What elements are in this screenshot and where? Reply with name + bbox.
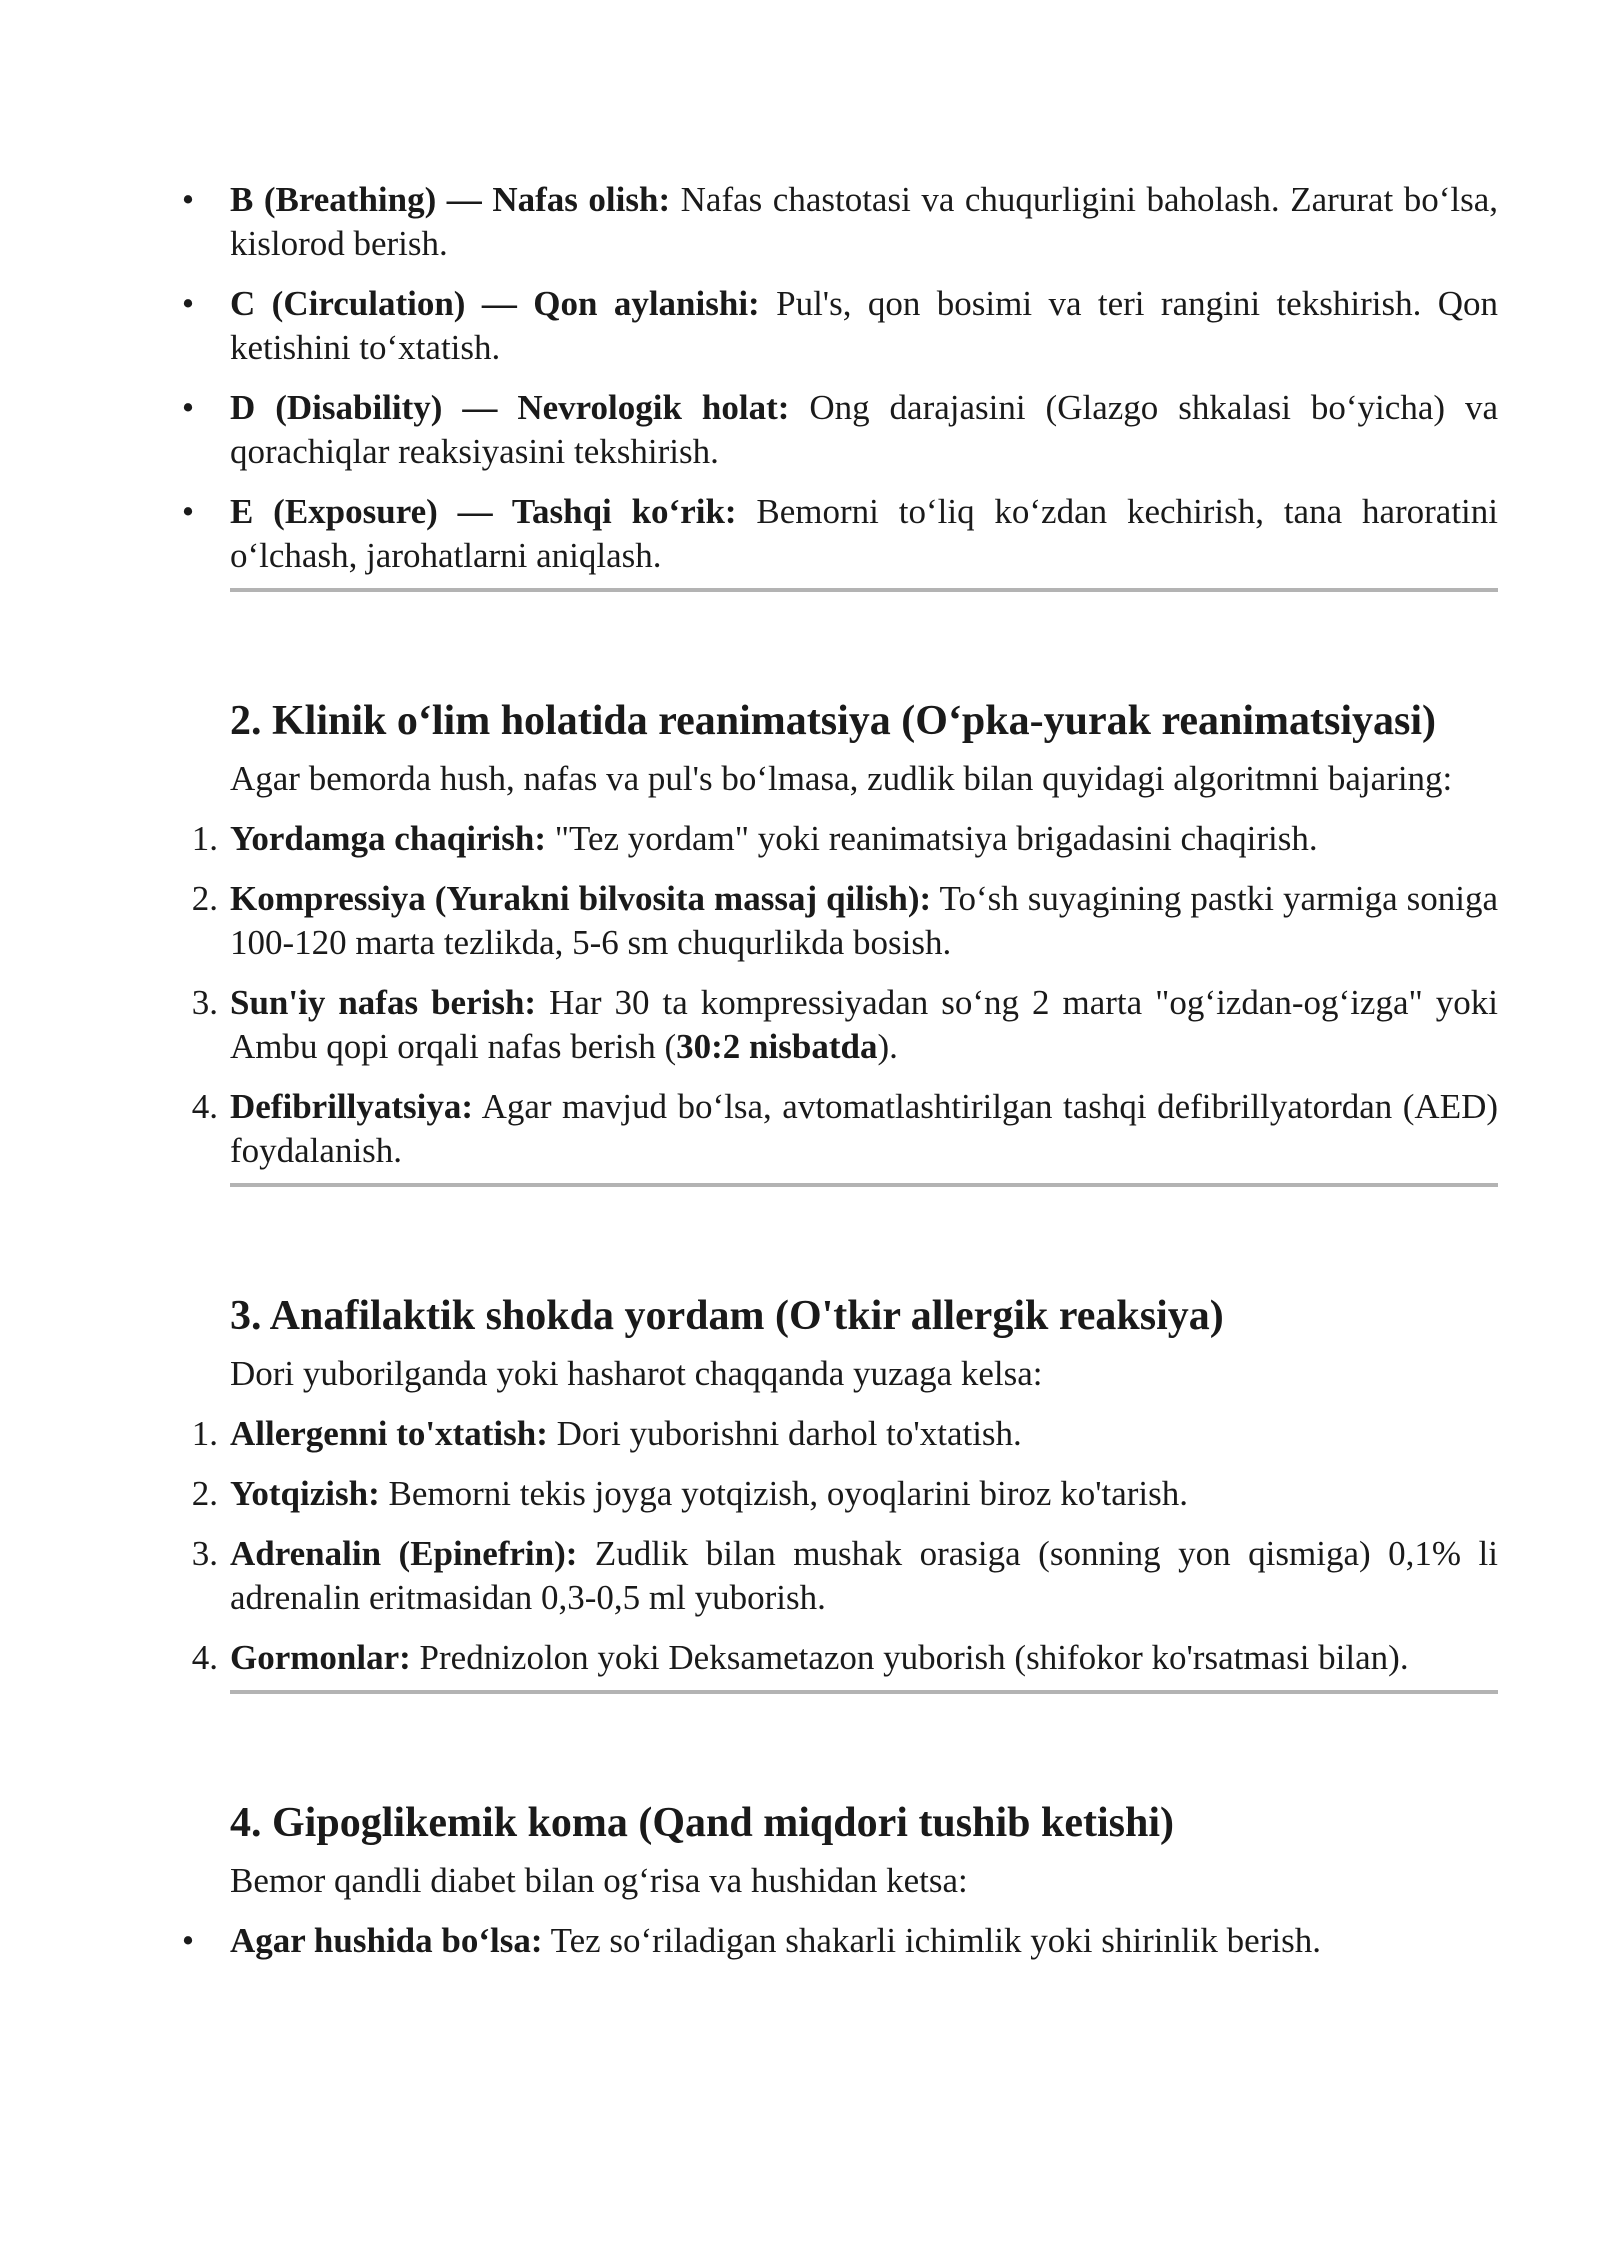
list-item	[191, 1085, 1498, 1173]
section-intro: Dori yuborilganda yoki hasharot chaqqanda yuzaga kelsa:	[230, 1354, 1043, 1393]
item-term: Gormonlar:	[230, 1638, 411, 1677]
bullet-icon: •	[181, 1921, 195, 1960]
section-divider	[230, 1183, 1498, 1187]
bullet-icon: •	[181, 388, 195, 427]
item-text: Dori yuborishni darhol to'xtatish.	[547, 1414, 1022, 1453]
section-intro: Agar bemorda hush, nafas va pul's bo‘lmasa, zudlik bilan quyidagi algoritmni bajaring:	[230, 759, 1453, 798]
step-number: 2.	[191, 879, 218, 918]
item-text: "Tez yordam" yoki reanimatsiya brigadasini chaqirish.	[546, 819, 1318, 858]
bullet-icon: •	[181, 284, 195, 323]
item-text-end: ).	[877, 1027, 898, 1066]
item-text: Har 30 ta kompressiyadan so‘ng 2 marta "og‘izdan-og‘izga" yoki Ambu qopi orqali nafas berish (	[230, 983, 1498, 1066]
section-title: 3. Anafilaktik shokda yordam (O'tkir allergik reaksiya)	[230, 1293, 1224, 1339]
abcde-list	[181, 178, 1498, 578]
section-hypoglycemia	[181, 1797, 1498, 1963]
list-item	[191, 1532, 1498, 1620]
item-term: Yotqizish:	[230, 1474, 380, 1513]
section-anaphylaxis	[191, 1290, 1498, 1680]
item-term: E (Exposure) — Tashqi ko‘rik:	[230, 492, 737, 531]
list-item	[191, 981, 1498, 1069]
section-divider	[230, 1690, 1498, 1694]
item-term: Adrenalin (Epinefrin):	[230, 1534, 578, 1573]
list-item	[191, 1412, 1498, 1456]
list-item	[181, 282, 1498, 370]
document-content	[181, 178, 1498, 1979]
bullet-icon: •	[181, 492, 195, 531]
step-number: 2.	[191, 1474, 218, 1513]
item-term: Kompressiya (Yurakni bilvosita massaj qilish):	[230, 879, 932, 918]
item-term: Yordamga chaqirish:	[230, 819, 546, 858]
section-title: 2. Klinik o‘lim holatida reanimatsiya (O‘pka-yurak reanimatsiyasi)	[230, 698, 1437, 744]
item-term: D (Disability) — Nevrologik holat:	[230, 388, 790, 427]
item-term: Agar hushida bo‘lsa:	[230, 1921, 543, 1960]
item-term: Sun'iy nafas berish:	[230, 983, 537, 1022]
item-term: Defibrillyatsiya:	[230, 1087, 474, 1126]
ratio-text: 30:2 nisbatda	[676, 1027, 878, 1066]
step-number: 3.	[191, 983, 218, 1022]
step-number: 4.	[191, 1638, 218, 1677]
step-number: 3.	[191, 1534, 218, 1573]
list-item	[191, 1472, 1498, 1516]
item-text: Bemorni tekis joyga yotqizish, oyoqlarini biroz ko'tarish.	[379, 1474, 1189, 1513]
item-text: Agar mavjud bo‘lsa, avtomatlashtirilgan tashqi defibrillyatordan (AED) foydalanish.	[230, 1087, 1498, 1170]
list-item	[191, 1636, 1498, 1680]
item-text: Bemorni to‘liq ko‘zdan kechirish, tana haroratini o‘lchash, jarohatlarni aniqlash.	[230, 492, 1498, 575]
item-text: Zudlik bilan mushak orasiga (sonning yon qismiga) 0,1% li adrenalin eritmasidan 0,3-0,5 ml yuborish.	[230, 1534, 1498, 1617]
step-number: 4.	[191, 1087, 218, 1126]
item-text: Tez so‘riladigan shakarli ichimlik yoki shirinlik berish.	[542, 1921, 1321, 1960]
step-number: 1.	[191, 819, 218, 858]
section-title: 4. Gipoglikemik koma (Qand miqdori tushib ketishi)	[230, 1800, 1175, 1846]
item-text: To‘sh suyagining pastki yarmiga soniga 100-120 marta tezlikda, 5-6 sm chuqurlikda bosish.	[230, 879, 1498, 962]
list-item	[181, 1919, 1498, 1963]
section-intro: Bemor qandli diabet bilan og‘risa va hushidan ketsa:	[230, 1861, 968, 1900]
item-text: Prednizolon yoki Deksametazon yuborish (shifokor ko'rsatmasi bilan).	[410, 1638, 1409, 1677]
item-text: Pul's, qon bosimi va teri rangini tekshirish. Qon ketishini to‘xtatish.	[230, 284, 1498, 367]
section-divider	[230, 588, 1498, 592]
list-item	[181, 386, 1498, 474]
item-text: Ong darajasini (Glazgo shkalasi bo‘yicha) va qorachiqlar reaksiyasini tekshirish.	[230, 388, 1498, 471]
section-cpr	[191, 695, 1498, 1173]
list-item	[191, 877, 1498, 965]
list-item	[191, 817, 1498, 861]
list-item	[181, 490, 1498, 578]
item-term: C (Circulation) — Qon aylanishi:	[230, 284, 760, 323]
bullet-icon: •	[181, 180, 195, 219]
item-term: B (Breathing) — Nafas olish:	[230, 180, 671, 219]
step-number: 1.	[191, 1414, 218, 1453]
list-item	[181, 178, 1498, 266]
item-term: Allergenni to'xtatish:	[230, 1414, 548, 1453]
item-text: Nafas chastotasi va chuqurligini baholash. Zarurat bo‘lsa, kislorod berish.	[230, 180, 1498, 263]
